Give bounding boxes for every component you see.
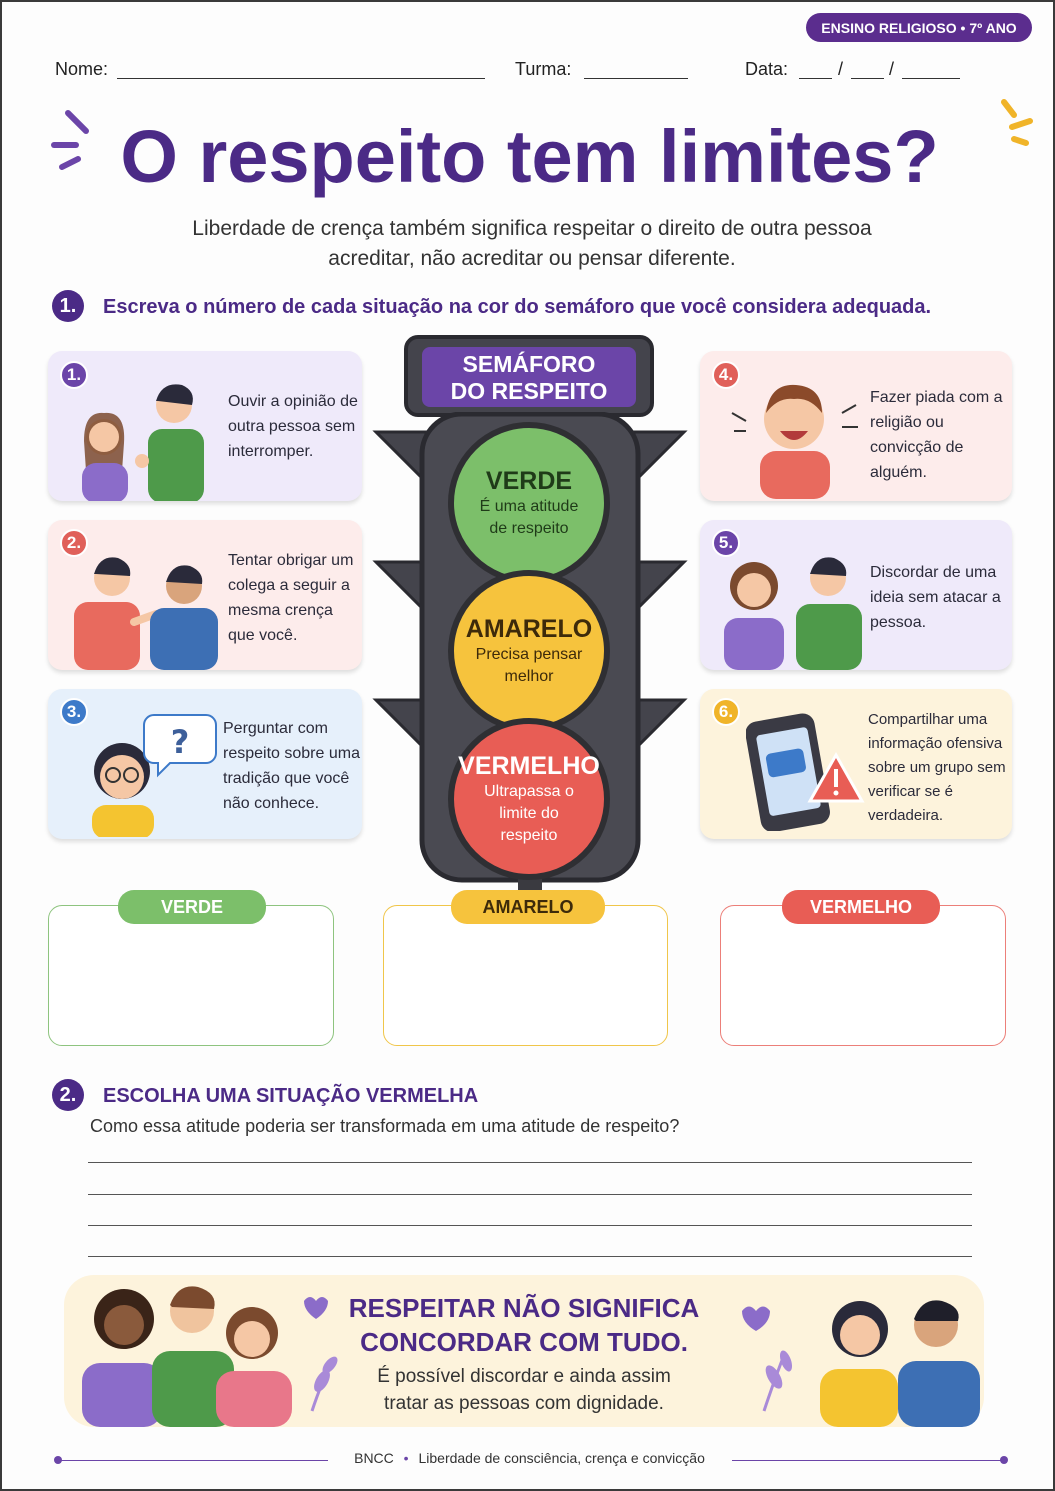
curious-girl-icon [62,707,222,837]
situation-card-4 [700,351,1012,501]
page-title: O respeito tem limites? [120,115,939,198]
situation-number: 3. [60,698,88,726]
question-2-title: ESCOLHA UMA SITUAÇÃO VERMELHA [103,1085,479,1107]
situation-number: 5. [712,529,740,557]
answer-line[interactable] [88,1162,972,1163]
answer-line[interactable] [88,1194,972,1195]
situation-number: 4. [712,361,740,389]
question-2-number: 2. [52,1079,84,1111]
situation-card-3 [48,689,362,839]
page-subtitle: Liberdade de crença também significa respeitar o direito de outra pessoa acreditar, não acreditar ou pensar diferente. [192,217,872,270]
situation-text: Compartilhar uma informação ofensiva sobre um grupo sem verificar se é verdadeira. [868,711,1006,824]
laughing-boy-icon [724,369,864,499]
red-answer-tab: VERMELHO [782,890,940,924]
yellow-answer-box[interactable] [383,905,668,1046]
banner-title: RESPEITAR NÃO SIGNIFICA CONCORDAR COM TUDO. [348,1293,700,1357]
green-answer-box[interactable] [48,905,334,1046]
class-line[interactable] [584,78,688,79]
friends-pair-icon [724,1281,984,1427]
date-separator: / [838,59,844,79]
date-month-line[interactable] [851,78,884,79]
banner-text: É possível discordar e ainda assim tratar as pessoas com dignidade. [377,1366,671,1414]
situation-number: 1. [60,361,88,389]
red-answer-box[interactable] [720,905,1006,1046]
situation-card-6 [700,689,1012,839]
question-1-text: Escreva o número de cada situação na cor do semáforo que você considera adequada. [103,296,932,318]
grade-badge: ENSINO RELIGIOSO • 7º ANO [806,13,1032,42]
green-light: VERDE É uma atitude de respeito [448,422,610,584]
situation-text: Discordar de uma ideia sem atacar a pessoa. [870,564,1001,631]
yellow-answer-tab: AMARELO [451,890,605,924]
traffic-light-header [404,335,654,417]
yellow-light: AMARELO Precisa pensar melhor [448,570,610,732]
situation-text: Fazer piada com a religião ou convicção de alguém. [870,389,1003,481]
svg-text:?: ? [170,723,190,761]
situation-text: Tentar obrigar um colega a seguir a mesma crença que você. [228,552,354,644]
name-label: Nome: [55,59,109,79]
situation-card-5 [700,520,1012,670]
date-day-line[interactable] [799,78,832,79]
question-1-number: 1. [52,290,84,322]
traffic-light-title: SEMÁFORO DO RESPEITO [422,347,636,407]
answer-line[interactable] [88,1225,972,1226]
situation-number: 6. [712,698,740,726]
message-banner [64,1275,984,1427]
people-talking-icon [62,371,222,501]
footer-text: BNCC • Liberdade de consciência, crença e convicção [354,1450,705,1466]
question-2-text: Como essa atitude poderia ser transformada em uma atitude de respeito? [90,1116,680,1136]
situation-card-2 [48,520,362,670]
date-year-line[interactable] [902,78,960,79]
phone-warning-icon [746,709,866,831]
people-arguing-icon [64,546,224,670]
date-label: Data: [745,59,789,79]
name-line[interactable] [117,78,485,79]
answer-line[interactable] [88,1256,972,1257]
class-label: Turma: [515,59,572,79]
red-light: VERMELHO Ultrapassa o limite do respeito [448,718,610,880]
situation-number: 2. [60,529,88,557]
situation-text: Ouvir a opinião de outra pessoa sem interromper. [228,393,358,460]
date-separator: / [889,59,895,79]
situation-text: Perguntar com respeito sobre uma tradição que você não conhece. [223,720,360,812]
green-answer-tab: VERDE [118,890,266,924]
people-disagreeing-icon [714,546,874,670]
situation-card-1 [48,351,362,501]
